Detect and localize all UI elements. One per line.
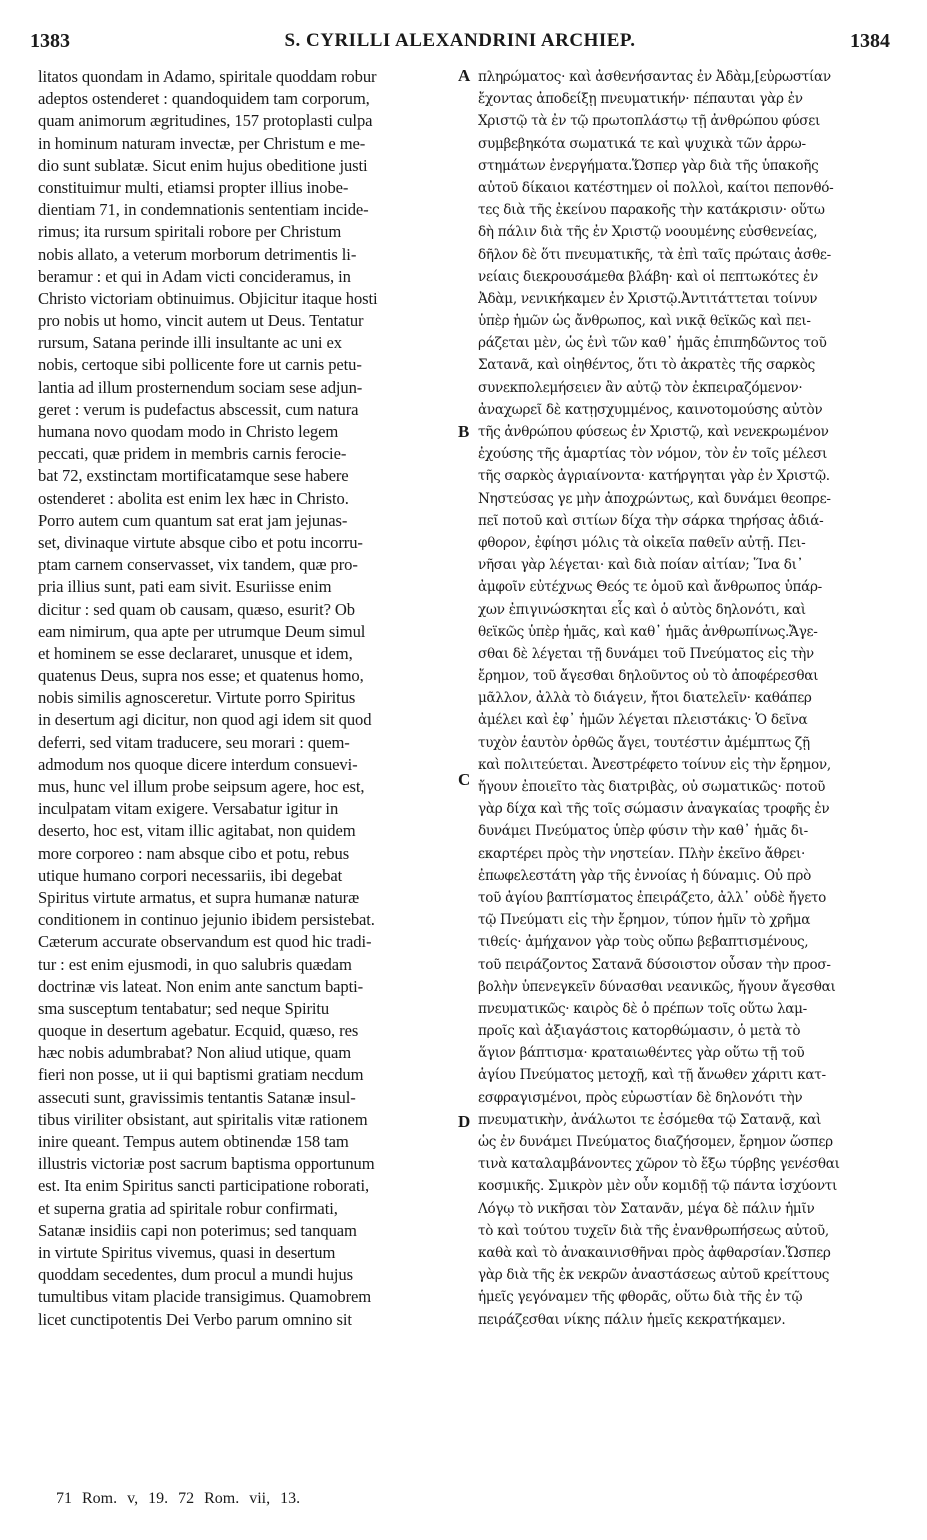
latin-text-line: mus, hunc vel illum probe seipsum agere, hoc est, <box>38 777 365 796</box>
greek-text-line: τῷ Πνεύματι εἰς τὴν ἔρημον, τύπον ἡμῖν τὸ χρῆμα <box>478 912 811 929</box>
latin-text-line: quatenus Deus, supra nos esse; et quatenus homo, <box>38 666 364 686</box>
latin-text-line: utique humano corpori necessariis, ibi degebat <box>38 865 343 885</box>
greek-text-line: ὑπὲρ ἡμῶν ὡς ἄνθρωπος, καὶ νικᾷ θεϊκῶς καὶ πει- <box>478 313 811 330</box>
greek-text-line: ἀναχωρεῖ δὲ κατῃσχυμμένος, καινοτομούσης αὐτὸν <box>478 401 823 418</box>
latin-text-line: bat 72, exstinctam mortificatamque sese habere <box>38 466 349 486</box>
margin-marker-c: C <box>458 770 471 789</box>
latin-text-line: rursum, Satana perinde illi insultante ac uni ex <box>38 333 342 353</box>
latin-text-line: quoque in desertum agebatur. Ecquid, quæso, res <box>38 1021 359 1041</box>
greek-text-line: φθορον, ἐφίησι μόλις τὰ οἰκεῖα παθεῖν αὐτῇ. Πει- <box>478 534 806 551</box>
greek-column <box>478 66 898 1331</box>
greek-text-line: δὴ πάλιν διὰ τῆς ἐν Χριστῷ νοουμένης εὐσθενείας, <box>478 224 818 241</box>
greek-text-line: εσφραγισμένοι, πρὸς εὐρωστίαν δὲ δηλονότι τὴν <box>478 1089 803 1106</box>
greek-text-line: κοσμικῆς. Σμικρὸν μὲν οὖν κομιδῇ τῷ πάντα ἰσχύοντι <box>478 1178 838 1195</box>
margin-marker-b: B <box>458 422 470 441</box>
latin-text-line: Christo victoriam obtinuimus. Objicitur itaque hosti <box>38 288 378 308</box>
latin-text-line: assecuti sunt, gravissimis tentantis Satanæ insul- <box>38 1087 356 1107</box>
latin-text-line: ptam carnem conservasset, vix tandem, quæ pro- <box>38 555 358 575</box>
latin-text-line: litatos quondam in Adamo, spiritale quoddam robur <box>38 67 377 86</box>
latin-text-line: ostenderet : abolita est enim lex hæc in Christo. <box>38 488 349 508</box>
latin-text-line: Spiritus virtute armatus, et supra humanæ naturæ <box>38 887 360 907</box>
greek-text-line: καθὰ καὶ τὸ ἀνακαινισθῆναι πρὸς ἀφθαρσίαν.Ὥσπερ <box>478 1244 831 1261</box>
greek-text-line: τοῦ ἁγίου βαπτίσματος ἐπειράζετο, ἀλλ᾽ οὐδὲ ἤγετο <box>478 889 827 906</box>
greek-text-line: ἀμέλει καὶ ἐφ᾽ ἡμῶν λέγεται πλειστάκις· Ὁ δεῖνα <box>478 712 808 729</box>
latin-text-line: hæc nobis adumbrabat? Non aliud utique, quam <box>38 1043 352 1063</box>
greek-text-line: θεϊκῶς ὑπὲρ ἡμᾶς, καὶ καθ᾽ ἡμᾶς ἀνθρωπίνως.Ἄγε- <box>478 623 818 640</box>
greek-text-line: ἅγιον βάπτισμα· κραταιωθέντες γὰρ οὕτω τῇ τοῦ <box>478 1045 805 1062</box>
running-title: S. CYRILLI ALEXANDRINI ARCHIEP. <box>284 30 636 51</box>
greek-text-line: χων ἐπιγινώσκηται εἷς καὶ ὁ αὐτὸς δηλονότι, καὶ <box>478 601 806 618</box>
latin-text-line: licet cunctipotentis Dei Verbo parum omnino sit <box>38 1309 352 1329</box>
latin-text-line: fieri non posse, ut ii qui baptismi gratiam necdum <box>38 1065 364 1085</box>
greek-text-line: νείαις διεκρουσάμεθα βλάβη· καὶ οἱ πεπτωκότες ἐν <box>478 268 818 285</box>
latin-text-line: constituimur multi, etiamsi propter illius inobe- <box>38 177 349 197</box>
greek-text-line: τῆς ἀνθρώπου φύσεως ἐν Χριστῷ, καὶ νενεκρωμένον <box>478 424 829 440</box>
latin-text-line: more corporeo : nam absque cibo et potu, rebus <box>38 843 350 863</box>
greek-text-line: εκαρτέρει πρὸς τὴν νηστείαν. Πλὴν ἐκεῖνο ἄθρει· <box>478 845 805 862</box>
latin-text-line: nobis allato, a veterum morborum detrimentis li- <box>38 244 357 264</box>
margin-marker-a: A <box>458 66 471 85</box>
right-page-number: 1384 <box>850 30 890 52</box>
greek-text-line: τινὰ καταλαμβάνοντες χῶρον τὸ ἔξω τύρβης γενέσθαι <box>478 1156 840 1173</box>
latin-text-line: deferri, sed vitam traducere, seu morari : quem- <box>38 732 350 752</box>
latin-text-line: tibus viriliter obsistant, aut spiritalis vitæ rationem <box>38 1109 368 1129</box>
greek-text-line: καὶ πολιτεύεται. Ἀνεστρέφετο τοίνυν εἰς τὴν ἔρημον, <box>478 756 831 773</box>
latin-text-line: admodum nos quoque dicere interdum consuevi- <box>38 754 358 774</box>
greek-text-line: στημάτων ἐνεργήματα.Ὥσπερ γὰρ διὰ τῆς ὑπακοῆς <box>478 157 819 174</box>
latin-text-line: conditionem in continuo jejunio ibidem persistebat. <box>38 910 375 930</box>
latin-text-line: Cæterum accurate observandum est quod hic tradi- <box>38 932 372 952</box>
greek-text-line: γὰρ δίχα καὶ τῆς τοῖς σώμασιν ἀναγκαίας τροφῆς ἐν <box>478 801 830 818</box>
latin-text-line: dicitur : sed quam ob causam, quæso, esurit? Ob <box>38 599 355 619</box>
latin-text-line: est. Ita enim Spiritus sancti participatione roborati, <box>38 1176 369 1196</box>
latin-text-line: deserto, hoc est, vitam illic agitabat, non quidem <box>38 821 356 841</box>
latin-text-line: rimus; ita rursum spiritali robore per Christum <box>38 222 342 242</box>
greek-text-line: πνευματικῶς· καιρὸς δὲ ὁ πρέπων τοῖς οὕτω λαμ- <box>478 1000 807 1017</box>
greek-text-line: ἐπωφελεστάτη γὰρ τῆς ἐννοίας ἡ δύναμις. Οὐ πρὸ <box>478 867 811 884</box>
latin-text-line: pro nobis ut homo, vincit autem ut Deus. Tentatur <box>38 311 364 331</box>
page-header <box>30 30 890 60</box>
greek-text-line: βολὴν ὑπενεγκεῖν δύνασθαι νεανικῶς, ἤγουν ἄγεσθαι <box>478 978 836 995</box>
greek-text-line: προῖς καὶ ἀξιαγάστοις κατορθώμασιν, ὁ μετὰ τὸ <box>478 1023 801 1040</box>
latin-text-line: peccati, quæ pridem in membris carnis ferocie- <box>38 444 347 464</box>
greek-text-line: τυχὸν ἑαυτὸν ὀρθῶς ἄγει, τουτέστιν ἀμέμπτως ζῇ <box>478 734 810 751</box>
latin-text-line: dio sunt sublatæ. Sicut enim hujus obeditione justi <box>38 155 368 175</box>
latin-text-line: tumultibus vitam placide transigimus. Quamobrem <box>38 1287 372 1307</box>
latin-text-line: beramur : et qui in Adam victi concideramus, in <box>38 266 351 286</box>
greek-text-line: δυνάμει Πνεύματος ὑπὲρ φύσιν τὴν καθ᾽ ἡμᾶς δι- <box>478 823 808 840</box>
latin-text-line: sma susceptum tentabatur; sed neque Spiritu <box>38 998 330 1018</box>
latin-text-line: dientiam 71, in condemnationis sententiam incide- <box>38 200 369 220</box>
latin-text-line: in desertum agi dicitur, non quod agi idem sit quod <box>38 710 372 730</box>
latin-text-line: in virtute Spiritus vivemus, quasi in desertum <box>38 1242 336 1262</box>
greek-text-line: Σατανᾶ, καὶ οἰηθέντος, ὅτι τὸ ἀκρατὲς τῆς σαρκὸς <box>478 357 815 374</box>
greek-text-line: τοῦ πειράζοντος Σατανᾶ δύσοιστον οὖσαν τὴν προσ- <box>478 956 831 973</box>
greek-text-line: ἡμεῖς γεγόναμεν τῆς φθορᾶς, οὕτω διὰ τῆς ἐν τῷ <box>478 1289 803 1306</box>
greek-text-line: Χριστῷ τὰ ἐν τῷ πρωτοπλάστῳ τῇ ἀνθρώπου φύσει <box>478 113 821 130</box>
latin-text-line: pria illius sunt, pati eam sivit. Esuriisse enim <box>38 577 332 597</box>
latin-text-line: inire queant. Tempus autem obtinendæ 158 tam <box>38 1132 349 1151</box>
greek-text-line: τες διὰ τῆς ἐκείνου παρακοῆς τὴν κατάκρισιν· οὕτω <box>478 202 825 219</box>
latin-text-line: quam animorum ægritudines, 157 protoplasti culpa <box>38 111 373 131</box>
greek-text-line: ἔχοντας ἀποδείξῃ πνευματικήν· πέπαυται γὰρ ἐν <box>478 91 803 108</box>
latin-text-line: adeptos ostenderet : quandoquidem tam corporum, <box>38 89 370 109</box>
greek-text-line: σθαι δὲ λέγεται τῇ δυνάμει τοῦ Πνεύματος εἰς τὴν <box>478 645 814 662</box>
latin-text-line: Satanæ insidiis capi non poterimus; sed tanquam <box>38 1220 357 1240</box>
greek-text-line: γὰρ διὰ τῆς ἐκ νεκρῶν ἀναστάσεως αὐτοῦ κρείττους <box>478 1267 830 1284</box>
left-page-number: 1383 <box>30 30 70 52</box>
latin-text-line: lantia ad illum prosternendum sociam sese adjun- <box>38 377 363 397</box>
footnotes: 71 Rom. v, 19. 72 Rom. vii, 13. <box>56 1490 301 1507</box>
greek-text-line: νῆσαι γὰρ λέγεται· καὶ διὰ ποίαν αἰτίαν; Ἵνα δι᾽ <box>478 557 804 574</box>
latin-text-line: humana novo quodam modo in Christo legem <box>38 422 339 441</box>
greek-text-line: ἁγίου Πνεύματος μετοχῇ, καὶ τῇ ἄνωθεν χάριτι κατ- <box>478 1067 826 1084</box>
greek-text-line: πληρώματος· καὶ ἀσθενήσαντας ἐν Ἀδὰμ,[εὐρωστίαν <box>478 69 831 85</box>
latin-text-line: nobis, certoque sibi pollicente fore ut carnis petu- <box>38 355 362 375</box>
latin-text-line: set, divinaque virtute absque cibo et potu incorru- <box>38 532 363 552</box>
latin-text-line: geret : verum is pudefactus abscessit, cum natura <box>38 399 359 419</box>
greek-text-line: συνεκπολεμήσειεν ἂν αὐτῷ τὸν ἐκπειραζόμενον· <box>478 379 803 396</box>
greek-text-line: δῆλον δὲ ὅτι πνευματικῆς, τὰ ἐπὶ ταῖς πρώταις ἀσθε- <box>478 246 831 263</box>
greek-text-line: αὐτοῦ δίκαιοι κατέστημεν οἱ πολλοὶ, καίτοι πεπονθό- <box>478 179 834 196</box>
latin-column <box>38 66 456 1331</box>
latin-text-line: doctrinæ vis lateat. Non enim ante sanctum bapti- <box>38 976 364 996</box>
greek-text-line: τιθείς· ἀμήχανον γὰρ τοὺς οὔπω βεβαπτισμένους, <box>478 934 809 951</box>
latin-text-line: Porro autem cum quantum sat erat jam jejunas- <box>38 510 348 530</box>
greek-text-line: Λόγῳ τὸ νικῆσαι τὸν Σατανᾶν, μέγα δὲ πάλιν ἡμῖν <box>478 1200 815 1217</box>
latin-text-line: et hominem se esse declararet, unusque et idem, <box>38 643 353 663</box>
greek-text-line: πεῖ ποτοῦ καὶ σιτίων δίχα τὴν σάρκα τηρήσας ἀδιά- <box>478 512 824 529</box>
latin-text-line: et superna gratia ad spiritale robur confirmati, <box>38 1198 338 1218</box>
greek-text-line: ἤγουν ἐποιεῖτο τὰς διατριβὰς, οὐ σωματικῶς· ποτοῦ <box>478 779 826 795</box>
margin-marker-d: D <box>458 1112 471 1131</box>
greek-text-line: τῆς σαρκὸς ἀγριαίνοντα· κατήργηται γὰρ ἐν Χριστῷ. <box>478 468 830 485</box>
latin-text-line: inculpatam vitam exigere. Versabatur igitur in <box>38 799 339 819</box>
greek-text-line: πνευματικὴν, ἀνάλωτοι τε ἐσόμεθα τῷ Σατανᾷ, καὶ <box>478 1111 822 1128</box>
greek-text-line: ἀμφοῖν εὐτέχνως Θεός τε ὁμοῦ καὶ ἄνθρωπος ὑπάρ- <box>478 579 822 596</box>
greek-text-line: ὡς ἐν δυνάμει Πνεύματος διαζήσομεν, ἔρημον ὥσπερ <box>478 1134 833 1150</box>
latin-text-line: in hominum naturam invectæ, per Christum e me- <box>38 133 366 153</box>
greek-text-line: συμβεβηκότα σωματικά τε καὶ ψυχικὰ τῶν ἀρρω- <box>478 135 806 152</box>
greek-text-line: ἐχούσης τῆς ἁμαρτίας τὸν νόμον, τὸν ἐν τοῖς μέλεσι <box>478 446 828 463</box>
latin-text-line: illustris victoriæ post sacrum baptisma opportunum <box>38 1154 375 1174</box>
greek-text-line: πειράζεσθαι νίκης πάλιν ἡμεῖς κεκρατήκαμεν. <box>478 1311 786 1328</box>
greek-text-line: Ἀδὰμ, νενικήκαμεν ἐν Χριστῷ.Ἀντιτάττεται τοίνυν <box>478 290 818 307</box>
latin-text-line: nobis similis agnosceretur. Virtute porro Spiritus <box>38 688 356 708</box>
greek-text-line: ἔρημον, τοῦ ἄγεσθαι δηλοῦντος οὐ τὸ ἀποφέρεσθαι <box>478 668 819 685</box>
latin-text-line: quoddam secedentes, dum procul a mundi hujus <box>38 1265 353 1285</box>
greek-text-line: ράζεται μὲν, ὡς ἑνὶ τῶν καθ᾽ ἡμᾶς ἐπιπηδῶντος τοῦ <box>478 335 827 352</box>
latin-text-line: tur : est enim ejusmodi, in quo salubris quædam <box>38 954 352 974</box>
greek-text-line: τὸ καὶ τούτου τυχεῖν διὰ τῆς ἐνανθρωπήσεως αὐτοῦ, <box>478 1222 829 1239</box>
greek-text-line: Νηστεύσας γε μὴν ἀποχρώντως, καὶ δυνάμει θεοπρε- <box>478 490 831 507</box>
latin-text-line: eam nimirum, qua apte per utrumque Deum simul <box>38 621 366 641</box>
greek-text-line: μᾶλλον, ἀλλὰ τὸ διάγειν, ἤτοι διατελεῖν· καθάπερ <box>478 690 812 707</box>
